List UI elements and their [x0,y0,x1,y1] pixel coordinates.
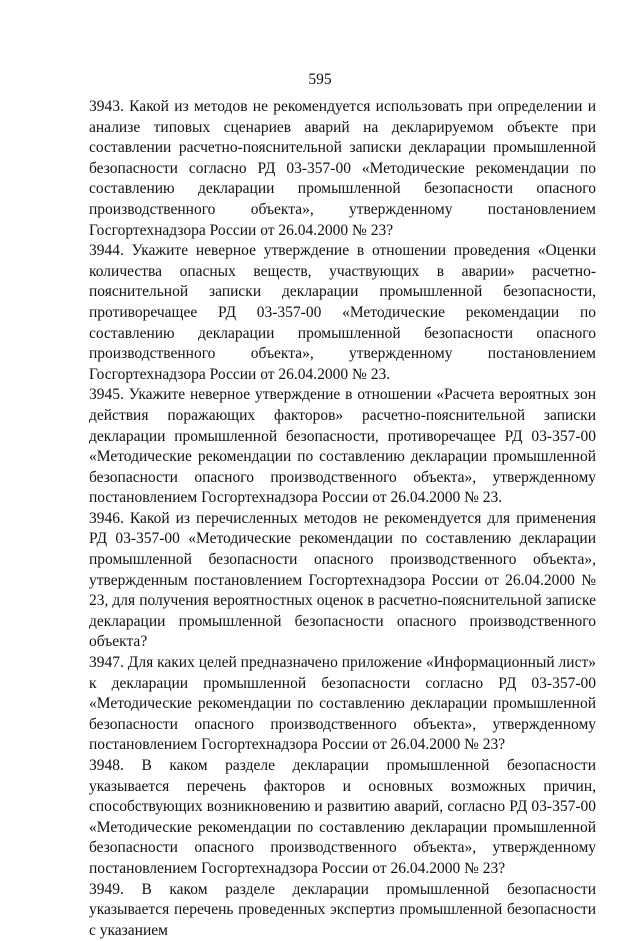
question-3948: 3948. В каком разделе декларации промышленной безопасности указывается перечень факторов и основных возможных причин, способствующих возникновению и развитию аварий, согласно РД 03-357-00 «Методические рекомендации по составлению декларации промышленной безопасности опасного производственного объекта», утвержденному постановлением Госгортехнадзора России от 26.04.2000 № 23? [89,757,596,877]
question-3947: 3947. Для каких целей предназначено приложение «Информационный лист» к декларации промышленной безопасности согласно РД 03-357-00 «Методические рекомендации по составлению декларации промышленной безопасности опасного производственного объекта», утвержденному постановлением Госгортехнадзора России от 26.04.2000 № 23? [89,654,596,754]
question-3945: 3945. Укажите неверное утверждение в отношении «Расчета вероятных зон действия поражающих факторов» расчетно-пояснительной записки декларации промышленной безопасности, противоречащее РД 03-357-00 «Методические рекомендации по составлению декларации промышленной безопасности опасного производственного объекта», утвержденному постановлением Госгортехнадзора России от 26.04.2000 № 23. [89,386,596,507]
question-3946: 3946. Какой из перечисленных методов не рекомендуется для применения РД 03-357-00 «Методические рекомендации по составлению декларации промышленной безопасности опасного производственного объекта», утвержденным постановлением Госгортехнадзора России от 26.04.2000 № 23, для получения вероятностных оценок в расчетно-пояснительной записке декларации промышленной безопасности опасного производственного объекта? [89,509,596,651]
question-3944: 3944. Укажите неверное утверждение в отношении проведения «Оценки количества опасных веществ, участвующих в аварии» расчетно-пояснительной записки декларации промышленной безопасности, противоречащее РД 03-357-00 «Методические рекомендации по составлению декларации промышленной безопасности опасного производственного объекта», утвержденному постановлением Госгортехнадзора России от 26.04.2000 № 23. [89,242,596,383]
question-3943: 3943. Какой из методов не рекомендуется использовать при определении и анализе типовых сценариев аварий на декларируемом объекте при составлении расчетно-пояснительной записки декларации промышленной безопасности согласно РД 03-357-00 «Методические рекомендации по составлению декларации промышленной безопасности опасного производственного объекта», утвержденному постановлением Госгортехнадзора России от 26.04.2000 № 23? [89,98,596,239]
question-3949: 3949. В каком разделе декларации промышленной безопасности указывается перечень проведенных экспертиз промышленной безопасности с указанием [89,880,596,939]
question-list [89,97,596,941]
page-number: 595 [308,71,332,88]
